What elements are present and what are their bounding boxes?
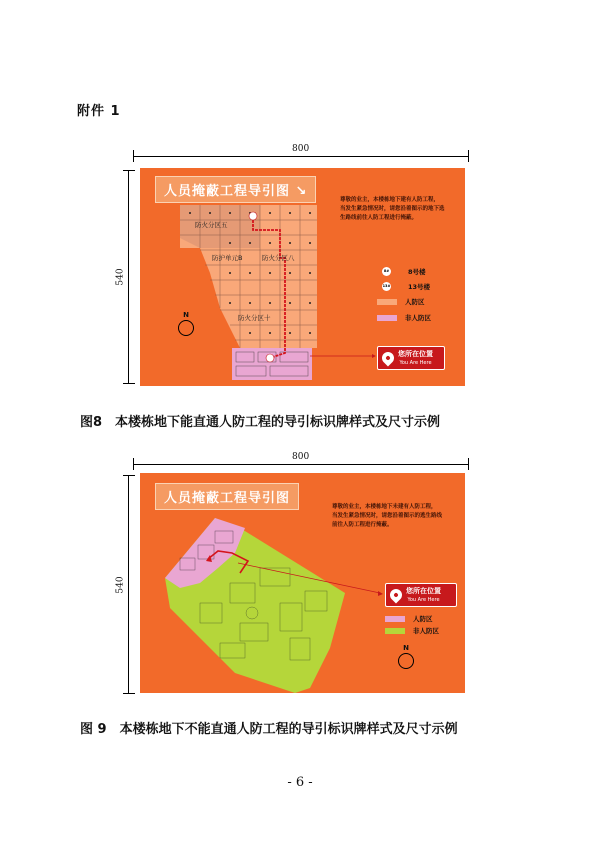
- fig8-legend-building8: [382, 267, 426, 276]
- fig8-compass: [178, 311, 194, 336]
- fig8-notice-line: 生路线前往人防工程进行掩蔽。: [340, 215, 418, 221]
- fig8-zone-a: 防火分区五: [195, 221, 228, 229]
- fig9-compass-letter: N: [403, 644, 409, 652]
- fig8-building8-marker-icon: 8#: [382, 267, 391, 276]
- fig8-you-are-here: [377, 346, 445, 370]
- fig9-notice: [332, 503, 442, 530]
- fig9-notice-line: 前往人防工程进行掩蔽。: [332, 522, 393, 528]
- fig8-north-arrow-icon: [178, 320, 194, 336]
- fig8-non-civil-swatch: [377, 315, 397, 321]
- fig9-legend-text: 人防区: [413, 615, 433, 623]
- fig8-legend-text: 13号楼: [408, 283, 431, 291]
- fig8-compass-letter: N: [183, 311, 189, 319]
- fig8-notice-line: 尊敬的业主，本楼栋地下建有人防工程，: [340, 197, 440, 203]
- page-number: - 6 -: [287, 775, 313, 790]
- fig8-legend-non-civil: [377, 313, 431, 322]
- fig8-legend-civil: [377, 297, 425, 306]
- fig9-green-area: [165, 518, 345, 693]
- fig9-legend-non-civil: [385, 626, 439, 635]
- fig8-non-civil-area: [232, 348, 312, 380]
- fig9-north-arrow-icon: [398, 653, 414, 669]
- fig9-you-are-here: [385, 583, 457, 607]
- fig8-zone-b: 防护单元B: [212, 254, 243, 262]
- fig8-legend-building13: [382, 282, 430, 291]
- fig8-legend-text: 8号楼: [408, 268, 426, 276]
- fig9-width-label: 800: [292, 452, 310, 462]
- fig9-sign: [140, 473, 465, 693]
- fig9-caption: 图 9 本楼栋地下不能直通人防工程的导引标识牌样式及尺寸示例: [80, 722, 458, 737]
- fig8-notice-line: 当发生紧急情况时，请您沿着图示的地下选: [340, 206, 445, 212]
- fig9-here-en: You Are Here: [407, 596, 440, 603]
- fig9-here-cn: 您所在位置: [406, 586, 441, 595]
- fig9-compass: [398, 644, 414, 669]
- fig8-here-cn: 您所在位置: [398, 349, 433, 358]
- fig8-title-arrow-icon: ↘: [295, 184, 308, 199]
- fig8-here-en: You Are Here: [399, 359, 432, 366]
- attachment-label: 附件 1: [77, 104, 121, 119]
- location-pin-icon: [388, 587, 405, 604]
- fig9-legend-civil: [385, 614, 433, 623]
- fig9-title-text: 人员掩蔽工程导引图: [164, 491, 291, 506]
- fig8-legend-text: 非人防区: [405, 314, 431, 322]
- fig8-height-label: 540: [115, 268, 126, 286]
- fig8-zone-d: 防火分区十: [238, 314, 271, 322]
- fig9-legend-text: 非人防区: [413, 627, 439, 635]
- fig8-civil-swatch: [377, 299, 397, 305]
- fig8-building13-marker-icon: 13#: [382, 282, 391, 291]
- fig9-non-civil-swatch: [385, 628, 405, 634]
- location-pin-icon: [380, 350, 397, 367]
- fig8-sign: [140, 168, 465, 386]
- fig9-civil-swatch: [385, 616, 405, 622]
- fig8-caption: 图8 本楼栋地下能直通人防工程的导引标识牌样式及尺寸示例: [80, 415, 441, 430]
- fig8-marker-13: [249, 212, 257, 220]
- fig9-notice-line: 当发生紧急情况时，请您沿着图示的逃生路线: [332, 513, 443, 519]
- fig9-notice-line: 尊敬的业主，本楼栋地下未建有人防工程，: [332, 504, 437, 510]
- fig8-title-text: 人员掩蔽工程导引图: [164, 184, 291, 199]
- fig8-zone-c: 防火分区八: [262, 254, 295, 262]
- fig8-notice: [340, 196, 445, 223]
- fig8-legend-text: 人防区: [405, 298, 425, 306]
- fig8-marker-8: [266, 354, 274, 362]
- fig8-width-label: 800: [292, 144, 310, 154]
- fig9-height-label: 540: [115, 576, 126, 594]
